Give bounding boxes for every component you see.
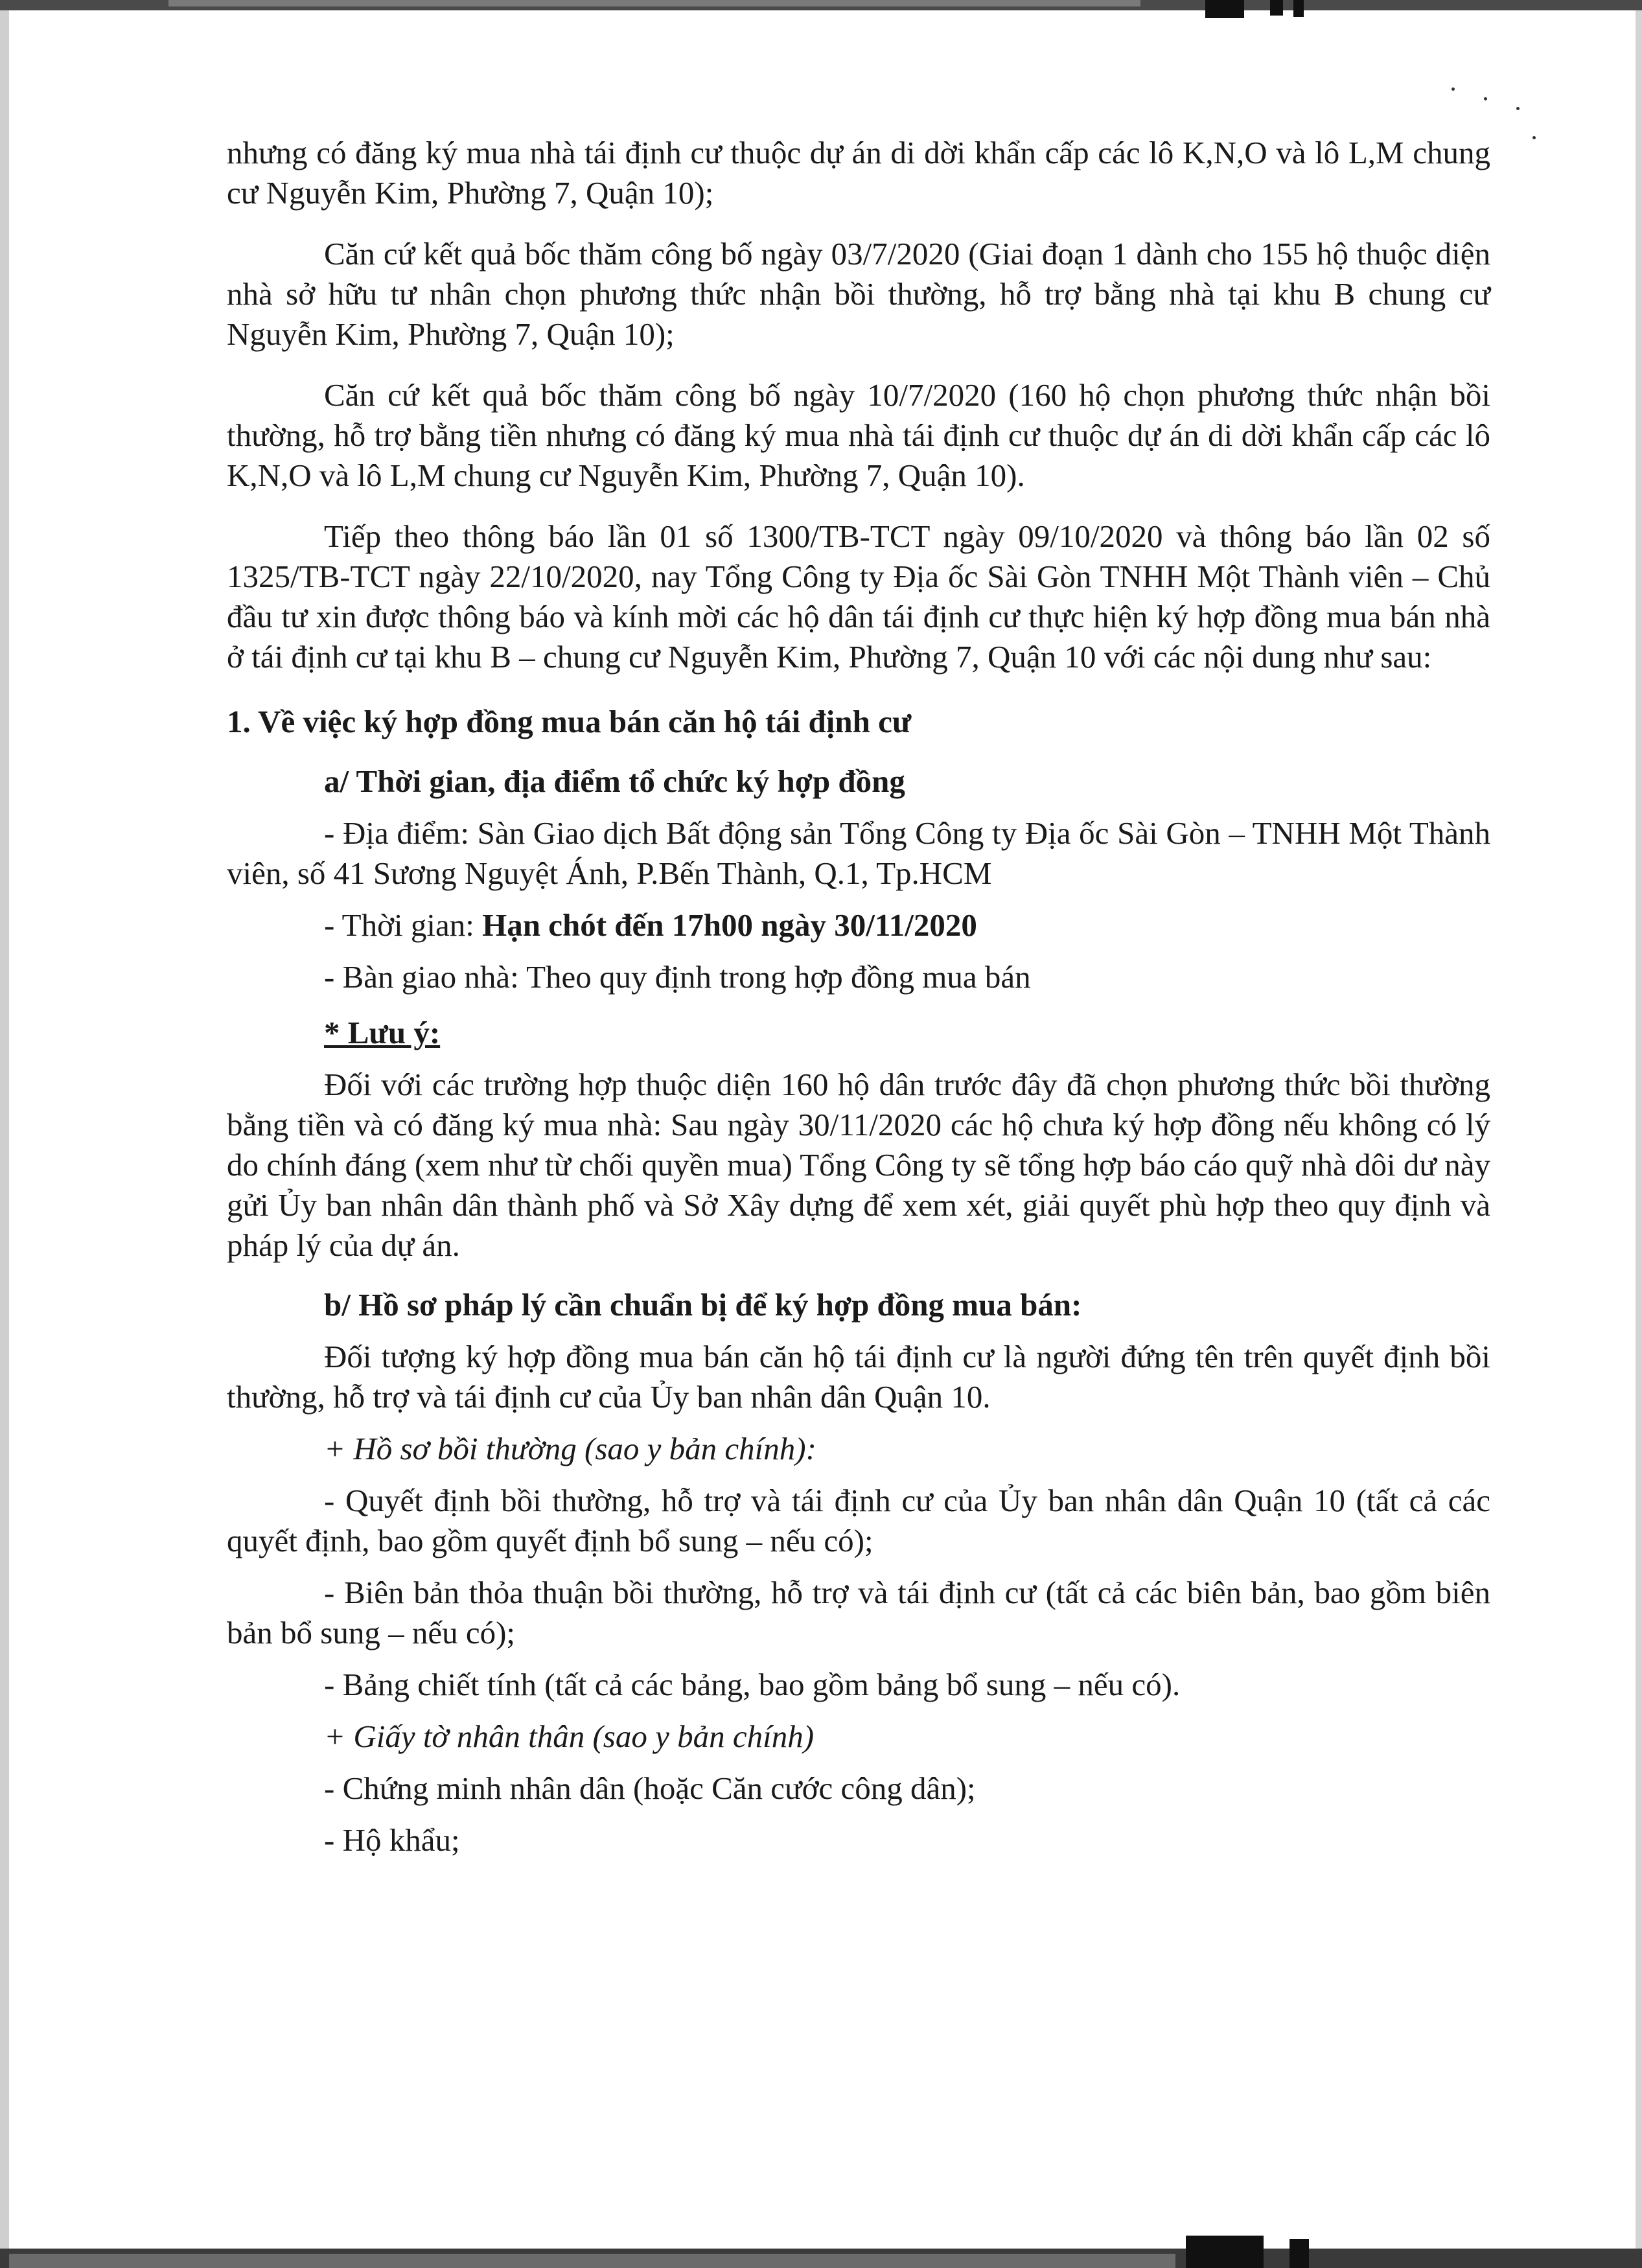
list-item: - Quyết định bồi thường, hỗ trợ và tái định cư của Ủy ban nhân dân Quận 10 (tất cả các quyết định, bao gồm quyết định bổ sung – nếu có); [227,1483,1490,1558]
scan-edge-left [0,0,9,2268]
time-line [227,905,1490,945]
paragraph-continuation: nhưng có đăng ký mua nhà tái định cư thuộc dự án di dời khẩn cấp các lô K,N,O và lô L,M chung cư Nguyễn Kim, Phường 7, Quận 10); [227,135,1490,211]
list-item: - Hộ khẩu; [324,1822,460,1858]
scan-edge-top-band [168,0,1140,6]
scan-mark [1293,0,1304,17]
note-text: Đối với các trường hợp thuộc diện 160 hộ dân trước đây đã chọn phương thức bồi thường bằng tiền và có đăng ký mua nhà: Sau ngày 30/11/2020 các hộ chưa ký hợp đồng nếu không có lý do chính đáng (xem như từ chối quyền mua) Tổng Công ty sẽ tổng hợp báo cáo quỹ nhà dôi dư này gửi Ủy ban nhân dân thành phố và Sở Xây dựng để xem xét, giải quyết phù hợp theo quy định và pháp lý của dự án. [227,1067,1490,1263]
scan-edge-bottom-band [9,2254,1175,2268]
scan-speck [1484,97,1487,100]
paragraph-lottery-phase1: Căn cứ kết quả bốc thăm công bố ngày 03/7/2020 (Giai đoạn 1 dành cho 155 hộ thuộc diện nhà sở hữu tư nhân chọn phương thức nhận bồi thường, hỗ trợ bằng nhà tại khu B chung cư Nguyễn Kim, Phường 7, Quận 10); [227,236,1490,352]
paragraph-lottery-160: Căn cứ kết quả bốc thăm công bố ngày 10/7/2020 (160 hộ chọn phương thức nhận bồi thường, hỗ trợ bằng tiền nhưng có đăng ký mua nhà tái định cư thuộc dự án di dời khẩn cấp các lô K,N,O và lô L,M chung cư Nguyễn Kim, Phường 7, Quận 10). [227,377,1490,493]
section-a-heading: a/ Thời gian, địa điểm tổ chức ký hợp đồng [324,763,905,799]
list-item: - Chứng minh nhân dân (hoặc Căn cước công dân); [324,1770,976,1806]
scan-speck [1516,107,1520,110]
section-1-heading: 1. Về việc ký hợp đồng mua bán căn hộ tái định cư [227,704,912,739]
note-label: * Lưu ý: [324,1015,441,1050]
handover-line: - Bàn giao nhà: Theo quy định trong hợp đồng mua bán [324,959,1031,995]
scan-mark [1186,2236,1264,2268]
scan-speck [1532,136,1536,139]
scan-mark [1205,0,1244,18]
deadline-value: Hạn chót đến 17h00 ngày 30/11/2020 [482,907,977,943]
paragraph-notice: Tiếp theo thông báo lần 01 số 1300/TB-TCT ngày 09/10/2020 và thông báo lần 02 số 1325/TB-TCT ngày 22/10/2020, nay Tổng Công ty Địa ốc Sài Gòn TNHH Một Thành viên – Chủ đầu tư xin được thông báo và kính mời các hộ dân tái định cư thực hiện ký hợp đồng mua bán nhà ở tái định cư tại khu B – chung cư Nguyễn Kim, Phường 7, Quận 10 với các nội dung như sau: [227,518,1490,675]
identity-docs-heading: + Giấy tờ nhân thân (sao y bản chính) [324,1718,815,1754]
list-item: - Bảng chiết tính (tất cả các bảng, bao gồm bảng bổ sung – nếu có). [324,1667,1181,1702]
compensation-docs-heading: + Hồ sơ bồi thường (sao y bản chính): [324,1431,816,1466]
time-label: - Thời gian: [324,907,483,943]
section-b-heading: b/ Hồ sơ pháp lý cần chuẩn bị để ký hợp đồng mua bán: [324,1287,1082,1323]
document-body [227,133,1490,1860]
note-line [227,1013,1490,1053]
scan-mark [1289,2239,1309,2268]
scan-edge-right [1636,0,1642,2268]
section-b-intro: Đối tượng ký hợp đồng mua bán căn hộ tái định cư là người đứng tên trên quyết định bồi thường, hỗ trợ và tái định cư của Ủy ban nhân dân Quận 10. [227,1339,1490,1415]
scan-mark [1270,0,1283,16]
list-item: - Biên bản thỏa thuận bồi thường, hỗ trợ và tái định cư (tất cả các biên bản, bao gồm biên bản bổ sung – nếu có); [227,1575,1490,1650]
location-line: - Địa điểm: Sàn Giao dịch Bất động sản Tổng Công ty Địa ốc Sài Gòn – TNHH Một Thành viên, số 41 Sương Nguyệt Ánh, P.Bến Thành, Q.1, Tp.HCM [227,815,1490,891]
scan-speck [1451,87,1455,91]
